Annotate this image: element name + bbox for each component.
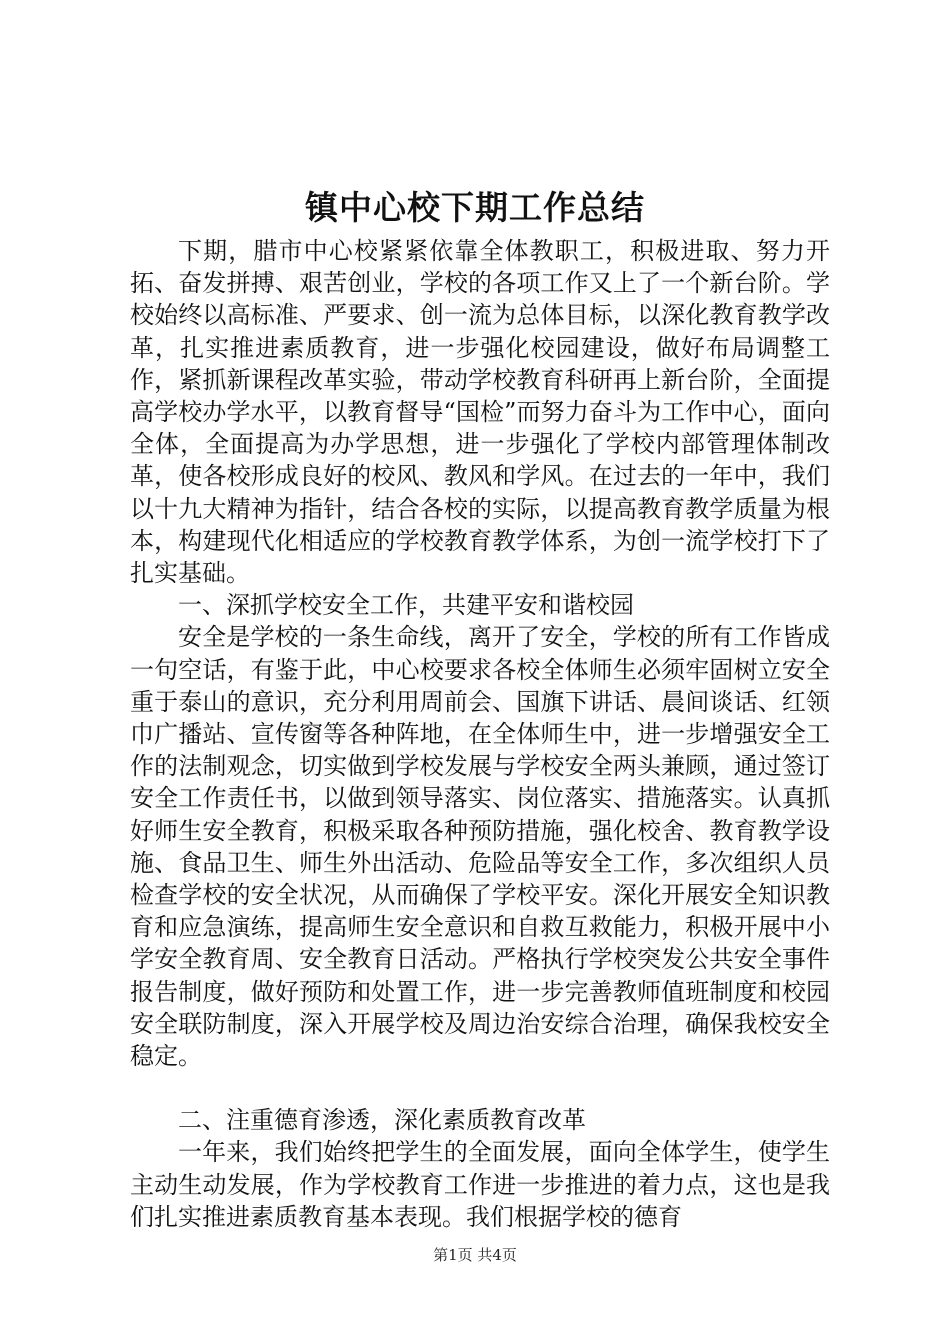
- page-number-footer: 第1页 共4页: [433, 1246, 517, 1264]
- intro-paragraph: 下期，腊市中心校紧紧依靠全体教职工，积极进取、努力开拓、奋发拼搏、艰苦创业，学校的各项工作又上了一个新台阶。学校始终以高标准、严要求、创一流为总体目标，以深化教育教学改革，扎实推进素质教育，进一步强化校园建设，做好布局调整工作，紧抓新课程改革实验，带动学校教育科研再上新台阶，全面提高学校办学水平，以教育督导“国检”而努力奋斗为工作中心，面向全体，全面提高为办学思想，进一步强化了学校内部管理体制改革，使各校形成良好的校风、教风和学风。在过去的一年中，我们以十九大精神为指针，结合各校的实际，以提高教育教学质量为根本，构建现代化相适应的学校教育教学体系，为创一流学校打下了扎实基础。: [130, 237, 830, 588]
- section-heading-moral-education: 二、注重德育渗透，深化素质教育改革: [178, 1106, 586, 1135]
- paragraph-spacer: [130, 1072, 830, 1104]
- moral-education-paragraph: 一年来，我们始终把学生的全面发展，面向全体学生，使学生主动生动发展，作为学校教育工作进一步推进的着力点，这也是我们扎实推进素质教育基本表现。我们根据学校的德育: [130, 1138, 830, 1231]
- document-body: [130, 235, 830, 1233]
- section-heading-safety: 一、深抓学校安全工作，共建平安和谐校园: [178, 591, 634, 620]
- document-title: 镇中心校下期工作总结: [305, 188, 645, 227]
- safety-paragraph: 安全是学校的一条生命线，离开了安全，学校的所有工作皆成一句空话，有鉴于此，中心校要求各校全体师生必须牢固树立安全重于泰山的意识，充分利用周前会、国旗下讲话、晨间谈话、红领巾广播站、宣传窗等各种阵地，在全体师生中，进一步增强安全工作的法制观念，切实做到学校发展与学校安全两头兼顾，通过签订安全工作责任书，以做到领导落实、岗位落实、措施落实。认真抓好师生安全教育，积极采取各种预防措施，强化校舍、教育教学设施、食品卫生、师生外出活动、危险品等安全工作，多次组织人员检查学校的安全状况，从而确保了学校平安。深化开展安全知识教育和应急演练，提高师生安全意识和自救互救能力，积极开展中小学安全教育周、安全教育日活动。严格执行学校突发公共安全事件报告制度，做好预防和处置工作，进一步完善教师值班制度和校园安全联防制度，深入开展学校及周边治安综合治理，确保我校安全稳定。: [130, 623, 830, 1071]
